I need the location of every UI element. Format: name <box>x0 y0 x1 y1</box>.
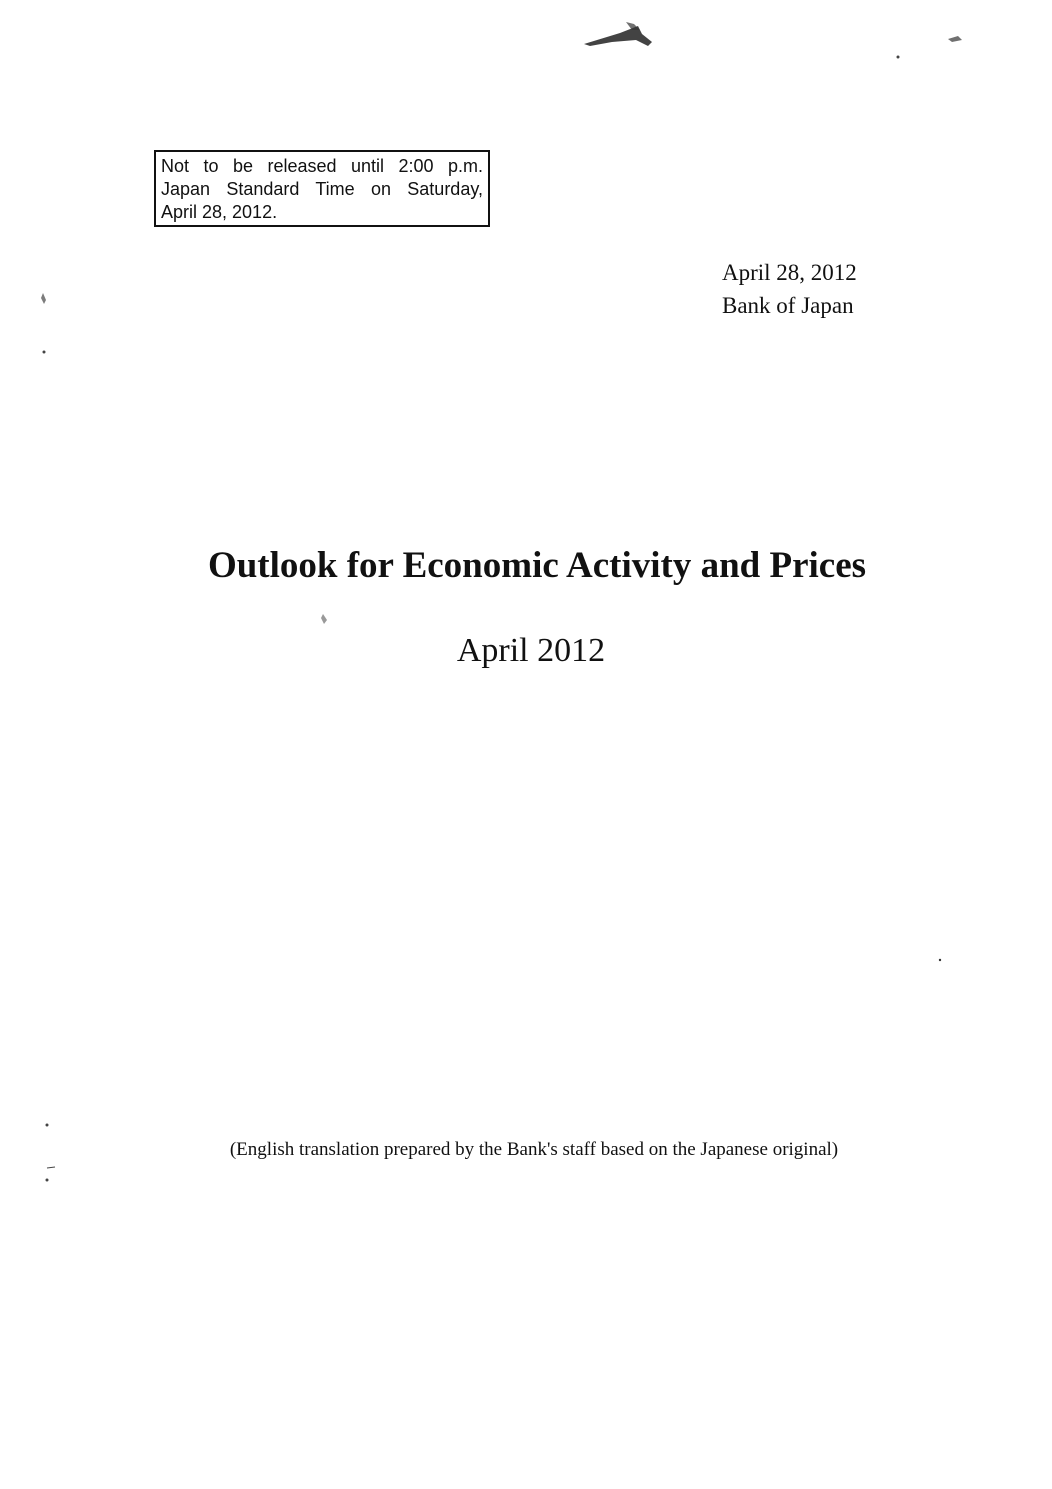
issuer-block <box>722 256 857 322</box>
issuer-name: Bank of Japan <box>722 293 854 318</box>
document-subtitle: April 2012 <box>456 632 606 669</box>
embargo-line-1: Not to be released until 2:00 p.m. <box>161 156 483 176</box>
embargo-line-3: April 28, 2012. <box>161 202 278 222</box>
embargo-notice-box <box>154 150 490 227</box>
translation-note: (English translation prepared by the Bank's staff based on the Japanese original) <box>229 1139 839 1160</box>
document-title: Outlook for Economic Activity and Prices <box>207 545 867 586</box>
issue-date: April 28, 2012 <box>722 260 857 285</box>
embargo-line-2: Japan Standard Time on Saturday, <box>161 179 483 199</box>
